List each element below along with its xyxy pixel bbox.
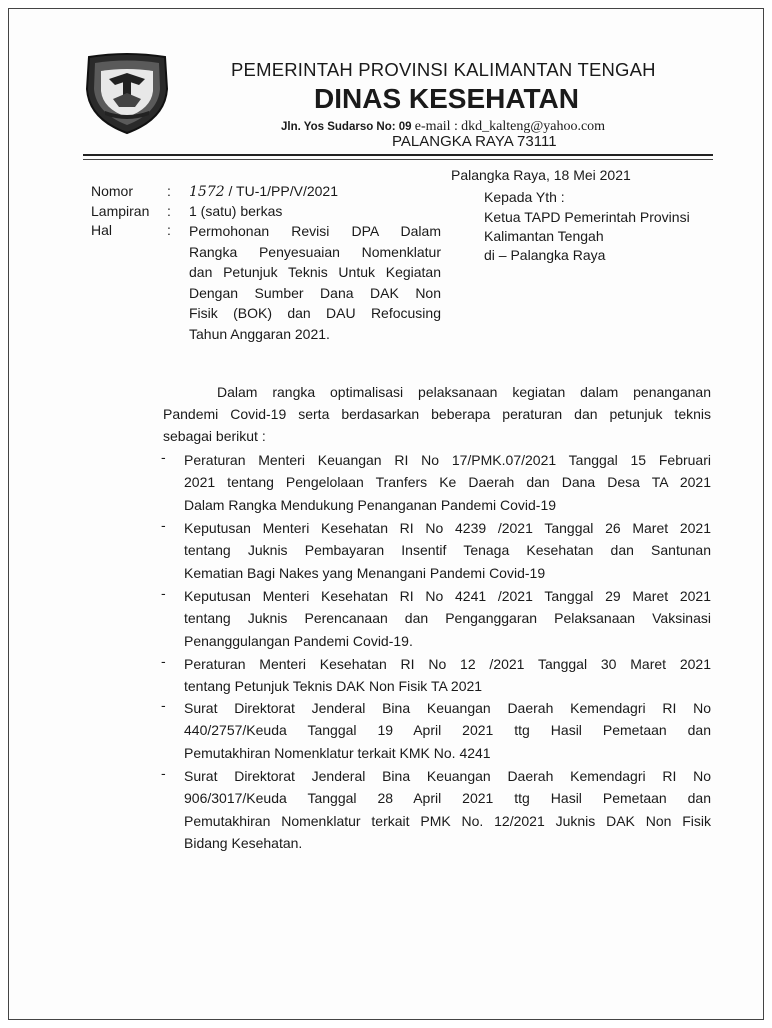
list-item-line: Peraturan Menteri Keuangan RI No 17/PMK.07/2021 Tanggal 15 Februari — [184, 452, 711, 468]
hal-line: dan Petunjuk Teknis Untuk Kegiatan — [189, 264, 441, 280]
city-postcode: PALANGKA RAYA 73111 — [392, 133, 557, 150]
email-address: dkd_kalteng@yahoo.com — [461, 119, 606, 134]
intro-line: Dalam rangka optimalisasi pelaksanaan kegiatan dalam penanganan — [217, 384, 711, 400]
province-emblem-icon — [79, 49, 175, 135]
header-divider-thick — [83, 154, 713, 156]
letter-date: Palangka Raya, 18 Mei 2021 — [451, 167, 631, 183]
hal-line: Tahun Anggaran 2021. — [189, 325, 330, 342]
list-item-line: Surat Direktorat Jenderal Bina Keuangan Daerah Kemendagri RI No — [184, 700, 711, 716]
bullet-dash: - — [161, 517, 166, 533]
list-item-line: 906/3017/Keuda Tanggal 28 April 2021 ttg Hasil Pemetaan dan — [184, 790, 711, 807]
header-divider-thin — [83, 159, 713, 160]
list-item-line: Pemutakhiran Nomenklatur terkait PMK No. 12/2021 Juknis DAK Non Fisik — [184, 812, 711, 829]
hal-line: Rangka Penyesuaian Nomenklatur — [189, 243, 441, 260]
email-label: e-mail : — [414, 119, 458, 134]
hal-line: Dengan Sumber Dana DAK Non — [189, 284, 441, 301]
nomor-label: Nomor — [91, 183, 134, 199]
list-item-line: Peraturan Menteri Kesehatan RI No 12 /2021 Tanggal 30 Maret 2021 — [184, 656, 711, 672]
province-name: PEMERINTAH PROVINSI KALIMANTAN TENGAH — [231, 59, 656, 80]
nomor-value — [189, 183, 338, 200]
intro-line: sebagai berikut : — [163, 428, 266, 444]
street-address: Jln. Yos Sudarso No: 09 — [281, 121, 412, 133]
bullet-dash: - — [161, 765, 166, 781]
list-item — [184, 449, 711, 516]
hal-line: Fisik (BOK) dan DAU Refocusing — [189, 305, 441, 321]
nomor-colon: : — [167, 183, 171, 199]
list-item-line: tentang Juknis Pembayaran Insentif Tenaga Kesehatan dan Santunan — [184, 542, 711, 559]
list-item-line: tentang Juknis Perencanaan dan Penganggaran Pelaksanaan Vaksinasi — [184, 610, 711, 627]
list-item-line: Dalam Rangka Mendukung Penanganan Pandemi Covid-19 — [184, 496, 557, 513]
list-item-line: Bidang Kesehatan. — [184, 834, 303, 851]
recipient-line-1: Ketua TAPD Pemerintah Provinsi — [484, 209, 690, 225]
letter-page — [8, 8, 764, 1020]
list-item — [184, 517, 711, 584]
list-item-line: Surat Direktorat Jenderal Bina Keuangan Daerah Kemendagri RI No — [184, 768, 711, 784]
list-item — [184, 585, 711, 652]
hal-line: Permohonan Revisi DPA Dalam — [189, 223, 441, 239]
hal-colon: : — [167, 222, 171, 238]
list-item-line: Penanggulangan Pandemi Covid-19. — [184, 632, 413, 649]
list-item-line: 440/2757/Keuda Tanggal 19 April 2021 ttg Hasil Pemetaan dan — [184, 722, 711, 739]
recipient-line-3: di – Palangka Raya — [484, 247, 606, 263]
hal-label: Hal — [91, 222, 113, 238]
hal-subject — [189, 221, 441, 344]
list-item — [184, 697, 711, 764]
list-item-line: Keputusan Menteri Kesehatan RI No 4239 /2021 Tanggal 26 Maret 2021 — [184, 520, 711, 536]
nomor-suffix: / TU-1/PP/V/2021 — [224, 183, 338, 199]
recipient-line-2: Kalimantan Tengah — [484, 228, 604, 244]
bullet-dash: - — [161, 449, 166, 465]
lampiran-label: Lampiran — [91, 203, 150, 219]
bullet-dash: - — [161, 653, 166, 669]
recipient-greeting: Kepada Yth : — [484, 189, 565, 205]
list-item-line: 2021 tentang Pengelolaan Tranfers Ke Daerah dan Dana Desa TA 2021 — [184, 474, 711, 491]
bullet-dash: - — [161, 585, 166, 601]
lampiran-value: 1 (satu) berkas — [189, 203, 283, 219]
list-item-line: Pemutakhiran Nomenklatur terkait KMK No. 4241 — [184, 744, 491, 761]
nomor-handwritten: 1572 — [189, 184, 225, 200]
list-item — [184, 653, 711, 698]
list-item-line: Keputusan Menteri Kesehatan RI No 4241 /2021 Tanggal 29 Maret 2021 — [184, 588, 711, 604]
list-item-line: Kematian Bagi Nakes yang Menangani Pandemi Covid-19 — [184, 564, 546, 581]
intro-paragraph — [163, 381, 711, 447]
list-item-line: tentang Petunjuk Teknis DAK Non Fisik TA 2021 — [184, 678, 483, 695]
intro-line: Pandemi Covid-19 serta berdasarkan beberapa peraturan dan petunjuk teknis — [163, 406, 711, 422]
bullet-dash: - — [161, 697, 166, 713]
list-item — [184, 765, 711, 854]
lampiran-colon: : — [167, 203, 171, 219]
agency-name: DINAS KESEHATAN — [314, 83, 579, 114]
